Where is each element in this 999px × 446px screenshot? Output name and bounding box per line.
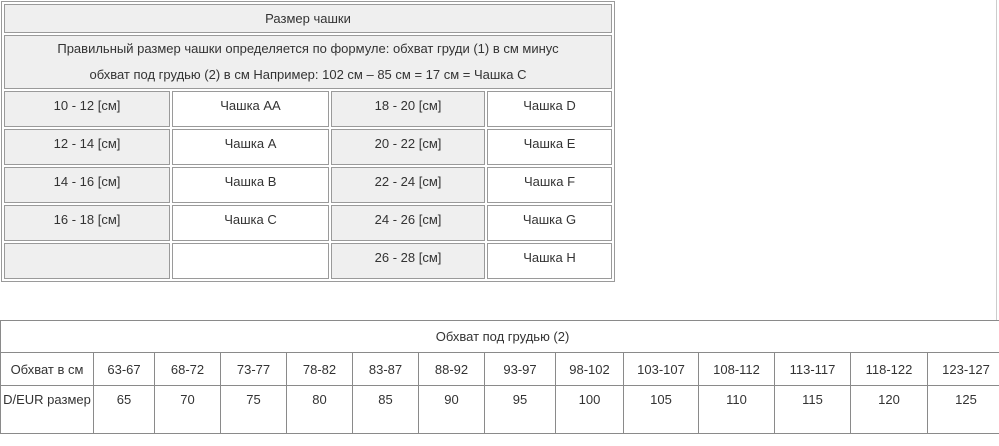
band-size-cell: 95 <box>485 386 556 434</box>
cup-range-cell: 10 - 12 [см] <box>4 91 170 127</box>
frame-right-border <box>996 0 997 320</box>
band-size-cell: 110 <box>699 386 775 434</box>
cup-range-cell <box>4 243 170 279</box>
band-range-cell: 88-92 <box>419 353 485 386</box>
band-size-cell: 115 <box>775 386 851 434</box>
band-size-cell: 120 <box>851 386 928 434</box>
cup-name-cell: Чашка D <box>487 91 612 127</box>
table-row <box>1 386 999 434</box>
band-size-cell: 75 <box>221 386 287 434</box>
table-row <box>1 353 999 386</box>
cup-range-cell: 20 - 22 [см] <box>331 129 485 165</box>
band-range-cell: 118-122 <box>851 353 928 386</box>
cup-name-cell: Чашка H <box>487 243 612 279</box>
table-row <box>4 4 612 33</box>
cup-name-cell: Чашка F <box>487 167 612 203</box>
cup-name-cell: Чашка E <box>487 129 612 165</box>
cup-name-cell <box>172 243 329 279</box>
band-size-cell: 80 <box>287 386 353 434</box>
band-range-cell: 73-77 <box>221 353 287 386</box>
table-row <box>4 91 612 127</box>
band-size-table <box>0 320 999 434</box>
band-range-cell: 98-102 <box>556 353 624 386</box>
band-size-cell: 125 <box>928 386 999 434</box>
band-size-cell: 100 <box>556 386 624 434</box>
cup-name-cell: Чашка G <box>487 205 612 241</box>
band-range-cell: 108-112 <box>699 353 775 386</box>
band-table-title: Обхват под грудью (2) <box>1 321 999 353</box>
cup-size-table <box>1 1 615 282</box>
cup-range-cell: 26 - 28 [см] <box>331 243 485 279</box>
table-row <box>4 129 612 165</box>
cup-range-cell: 12 - 14 [см] <box>4 129 170 165</box>
table-row <box>4 35 612 89</box>
cup-name-cell: Чашка B <box>172 167 329 203</box>
band-row-label: Обхват в см <box>1 353 94 386</box>
cup-name-cell: Чашка A <box>172 129 329 165</box>
band-size-cell: 70 <box>155 386 221 434</box>
band-size-cell: 105 <box>624 386 699 434</box>
cup-name-cell: Чашка C <box>172 205 329 241</box>
cup-formula-cell <box>4 35 612 89</box>
cup-name-cell: Чашка AA <box>172 91 329 127</box>
cup-formula-line2: обхват под грудью (2) в см Например: 102 см – 85 см = 17 см = Чашка C <box>89 67 527 82</box>
band-row-label: D/EUR размер <box>1 386 94 434</box>
band-range-cell: 93-97 <box>485 353 556 386</box>
band-range-cell: 68-72 <box>155 353 221 386</box>
cup-range-cell: 14 - 16 [см] <box>4 167 170 203</box>
band-range-cell: 103-107 <box>624 353 699 386</box>
cup-range-cell: 24 - 26 [см] <box>331 205 485 241</box>
cup-formula-line1: Правильный размер чашки определяется по формуле: обхват груди (1) в см минус <box>57 41 559 56</box>
cup-range-cell: 16 - 18 [см] <box>4 205 170 241</box>
band-size-cell: 90 <box>419 386 485 434</box>
band-range-cell: 78-82 <box>287 353 353 386</box>
band-range-cell: 123-127 <box>928 353 999 386</box>
band-range-cell: 83-87 <box>353 353 419 386</box>
cup-range-cell: 22 - 24 [см] <box>331 167 485 203</box>
table-row <box>4 243 612 279</box>
table-row <box>4 167 612 203</box>
band-range-cell: 63-67 <box>94 353 155 386</box>
cup-table-title: Размер чашки <box>4 4 612 33</box>
table-row <box>4 205 612 241</box>
cup-range-cell: 18 - 20 [см] <box>331 91 485 127</box>
band-size-cell: 85 <box>353 386 419 434</box>
band-size-cell: 65 <box>94 386 155 434</box>
band-range-cell: 113-117 <box>775 353 851 386</box>
table-row <box>1 321 999 353</box>
